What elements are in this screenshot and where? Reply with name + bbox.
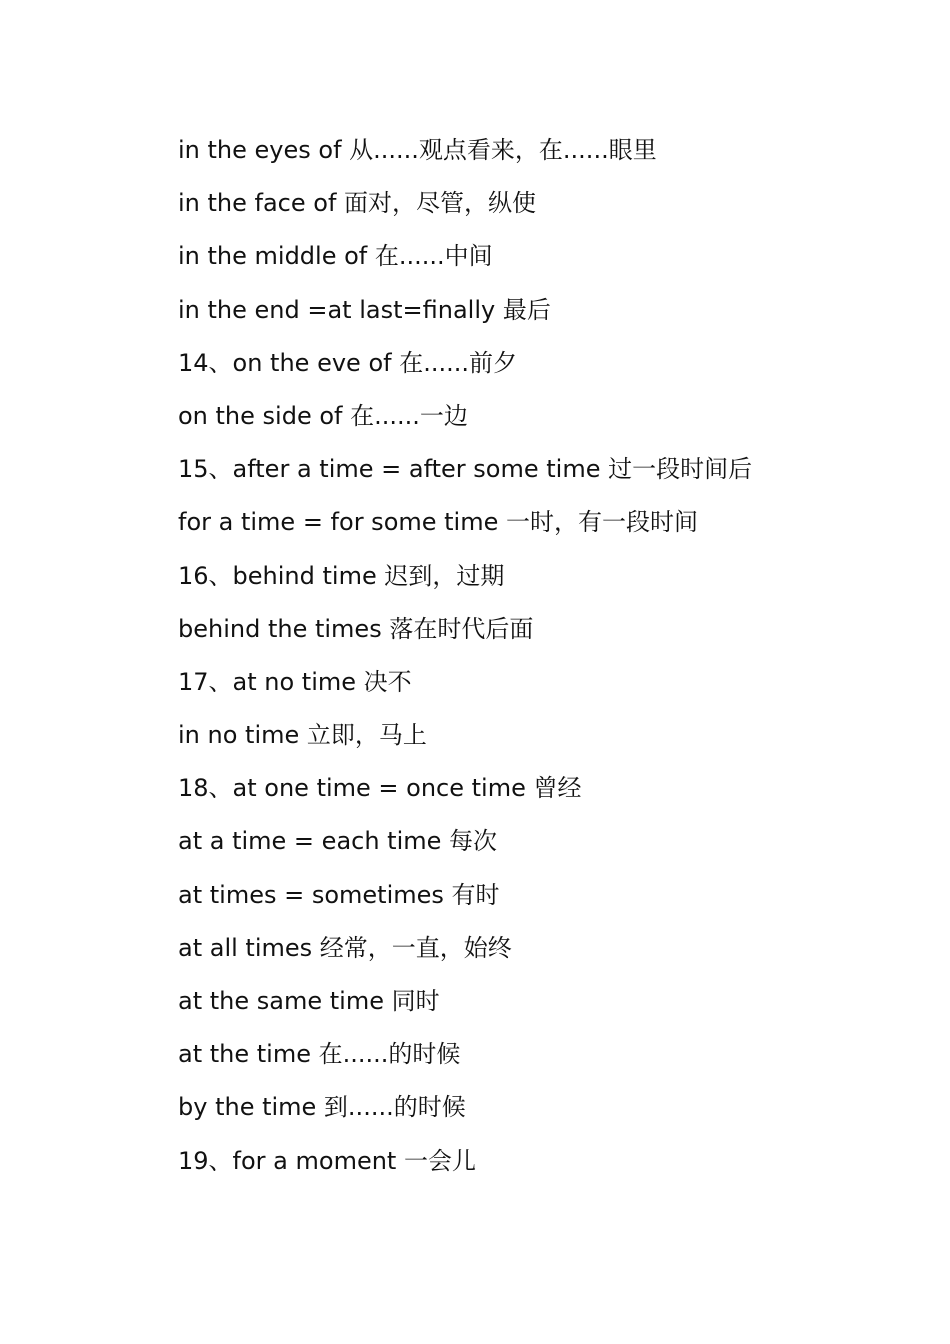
phrase-line: at the same time 同时 — [178, 987, 440, 1015]
phrase-line: by the time 到......的时候 — [178, 1093, 466, 1122]
phrase-line: in the end =at last=finally 最后 — [178, 295, 551, 324]
phrase-line: 15、after a time = after some time 过一段时间后 — [178, 455, 753, 484]
phrase-line: at a time = each time 每次 — [178, 827, 498, 856]
phrase-line: at times = sometimes 有时 — [178, 880, 500, 909]
phrase-list — [178, 130, 878, 1194]
phrase-line: for a time = for some time 一时，有一段时间 — [178, 508, 698, 537]
phrase-line: behind the times 落在时代后面 — [178, 614, 534, 643]
phrase-line: 14、on the eve of 在......前夕 — [178, 348, 517, 377]
phrase-line: 18、at one time = once time 曾经 — [178, 774, 582, 803]
phrase-line: on the side of 在......一边 — [178, 401, 468, 430]
phrase-line: at all times 经常，一直，始终 — [178, 933, 512, 962]
phrase-line: 17、at no time 决不 — [178, 667, 412, 696]
phrase-line: in the face of 面对，尽管，纵使 — [178, 189, 537, 218]
phrase-line: in the eyes of 从......观点看来，在......眼里 — [178, 136, 657, 164]
phrase-line: in no time 立即，马上 — [178, 721, 427, 750]
phrase-line: at the time 在......的时候 — [178, 1040, 461, 1069]
phrase-line: 19、for a moment 一会儿 — [178, 1146, 476, 1175]
phrase-line: in the middle of 在......中间 — [178, 242, 493, 271]
phrase-line: 16、behind time 迟到，过期 — [178, 561, 505, 590]
